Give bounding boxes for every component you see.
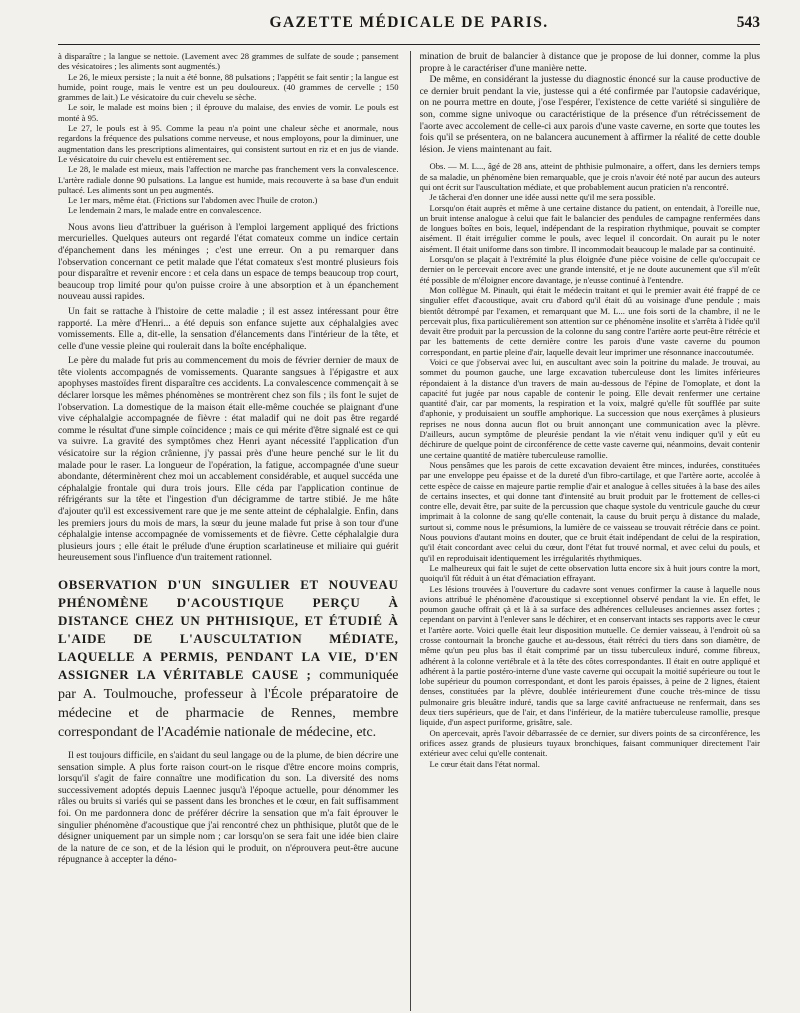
case-note: à disparaître ; la langue se nettoie. (Lavement avec 28 grammes de sulfate de soude ; pansement des vésicatoires ; les aliments sont augmentés.) [58,51,399,72]
page-header [58,14,760,42]
article-byline: communiquée par A. Toulmouche, professeur à l'École préparatoire de médecine et de pharmacie de Rennes, membre correspondant de l'Académie nationale de médecine, etc. [58,667,399,740]
right-column [420,51,761,1011]
observation-paragraph: Nous pensâmes que les parois de cette excavation devaient être minces, indurées, constituées par une enveloppe peu épaisse et de la dureté d'un fibro-cartilage, et que l'artère aorte, accolée à cette espèce de caisse en majeure partie remplie d'air et analogue à celles situées à la base des ailes de certains insectes, et qui donne tant d'intensité au bruit produit par le frottement de celles-ci contre elle, devait être, par suite de la percussion que chaque systole du ventricule gauche du cœur imprimait à la colonne de sang qu'elle contenait, la cause du bruit perçu à distance du malade, surtout si, comme nous le présumions, la lumière de ce vaisseau se trouvait rétrécie dans ce point. Nous pouvions d'autant moins en douter, que ce bruit était indépendant de celui de la respiration, qu'il était concordant avec celui du cœur, dont l'état fut trouvé normal, et avec celui du pouls, et qu'il en reproduisait identiquement les irrégularités rhythmiques. [419,459,761,563]
discussion-paragraph: Le père du malade fut pris au commencement du mois de février dernier de maux de tête violents accompagnés de vomissements. Quarante sangsues à l'épigastre et aux apophyses mastoïdes firent disparaître ces accidents. La convalescence commençait à se déclarer lorsque les mêmes phénomènes se montrèrent chez son fils ; ils font le sujet de l'observation. La domestique de la maison était elle-même couchée se plaignant d'une vive céphalalgie accompagnée de fièvre : état maladif qui ne doit pas être regardé comme le résultat d'une simple coïncidence ; mais ce qui mérite d'être signalé est ce qui va suivre. La gravité des symptômes chez Henri ayant nécessité l'application d'un vésicatoire sur la région crânienne, j'y passai près d'une heure penché sur le lit du malade pour le raser. La longueur de l'opération, la fatigue, accompagnée d'une sueur abondante, déterminèrent chez moi un accablement considérable, et auquel succéda une céphalalgie frontale qui dura trois jours. Elle céda par l'application continue de réfrigérants sur la tête et l'ingestion d'un décigramme de tartre stibié. Je me hâte d'ajouter qu'il est excessivement rare que je me sente atteint de céphalalgie. Enfin, dans les premiers jours du mois de mars, la sœur du jeune malade fut prise à son tour d'une céphalalgie intense accompagnée de vomissements et de fièvre. Cette céphalalgie dura plusieurs jours ; elle était le prélude d'une éruption scarlatineuse et miliaire qui guérit heureusement sous l'influence d'un traitement rationnel. [58,355,399,564]
observation-paragraph: Mon collègue M. Pinault, qui était le médecin traitant et qui le premier avait été frappé de ce singulier effet d'acoustique, avait cru d'abord qu'il était dû au voisinage d'une pendule ; mais bientôt détrompé par l'examen, et remarquant que M. L... une fois sorti de la chambre, il ne le percevait plus, fixa particulièrement son attention sur ce phénomène insolite et s'arrêta à l'idée qu'il devait être produit par la percussion de la colonne du sang contre l'artère aorte peut-être rétrécie et par les battements de cette dernière contre les parois d'une vaste caverne du poumon correspondant, en partie pleine d'air, laquelle devait leur imprimer une résonnance inaccoutumée. [419,284,761,357]
case-note: Le 26, le mieux persiste ; la nuit a été bonne, 88 pulsations ; l'appétit se fait sentir ; la langue est humide, point rouge, mais le ventre est un peu douloureux. (40 grammes de cervelle ; 150 grammes de lait.) Le vésicatoire du cuir chevelu se sèche. [58,71,399,103]
observation-paragraph: Le malheureux qui fait le sujet de cette observation lutta encore six à huit jours contre la mort, quoiqu'il fût réduit à un état d'émaciation effrayant. [419,562,761,584]
observation-paragraph: Lorsqu'on se plaçait à l'extrémité la plus éloignée d'une pièce voisine de celle qu'occupait ce dernier on le percevait encore avec une grande intensité, et je ne doute aucunement que s'il m'eût été possible de m'éloigner encore davantage, je n'eusse continué à l'entendre. [419,254,761,285]
case-note: Le 1er mars, même état. (Frictions sur l'abdomen avec l'huile de croton.) [68,195,318,206]
page-number: 543 [736,14,760,31]
left-column [58,51,399,1011]
observation-paragraph: Obs. — M. L..., âgé de 28 ans, atteint de phthisie pulmonaire, a offert, dans les derniers temps de sa maladie, un phénomène bien remarquable, que je crois n'avoir été noté par aucun des auteurs qui ont écrit sur l'auscultation médiate, et que probablement aucun praticien n'a rencontré. [419,161,761,192]
observation-paragraph: Les lésions trouvées à l'ouverture du cadavre sont venues confirmer la cause à laquelle nous avions attribué le phénomène d'acoustique si exceptionnel observé pendant la vie. En effet, le poumon gauche offrait çà et là à sa surface des adhérences celluleuses anciennes assez fortes ; cependant on parvint à l'enlever sans le déchirer, et en conservant intacts ses rapports avec le cœur et l'artère aorte. Voici quelle était leur disposition mutuelle. Ce dernier vaisseau, à l'endroit où sa crosse contournait la bronche gauche et au-dessous, était rétréci du tiers dans son diamètre, de même qu'un peu plus bas il était comprimé par un tissu tuberculeux induré, comme fibreux, adhérent à la colonne vertébrale et à la tête des côtes correspondantes. Il était en outre appliqué et adhérent à la partie postéro-interne d'une vaste caverne qui occupait la moitié supérieure ou tout le lobe supérieur du poumon correspondant, et dont les parois épaisses, à peine de 2 lignes, étaient denses, constituées par la plèvre, doublée intérieurement d'une couche très-mince de tissu pulmonaire gris bleuâtre induré, tandis que sa large cavité anfractueuse ne renfermait, dans ses deux tiers supérieurs, que de l'air, et dans l'inférieur, de la matière tuberculeuse ramollie, presque liquide, d'un aspect puriforme, grisâtre, sale. [419,583,761,728]
observation-paragraph: Lorsqu'on était auprès et même à une certaine distance du patient, on entendait, à l'oreille nue, un bruit intense analogue à celui que fait le balancier des pendules de campagne renfermées dans de longues boîtes en bois, lequel, indépendant de la respiration rhythmique, pouvait se compter aisément. Il était irrégulier comme le pouls, avec lequel il concordait. On aurait pu le noter aisément. Il était uniforme dans son timbre. Il incommodait beaucoup le malade par sa continuité. [419,202,761,254]
article-intro: Il est toujours difficile, en s'aidant du seul langage ou de la plume, de bien décrire une sensation simple. A plus forte raison court-on le risque d'être encore moins compris, lorsqu'il s'agit de faire connaître une modification du son. La diversité des noms successivement adoptés depuis Laennec jusqu'à l'époque actuelle, pour dénommer les râles ou bruits si variés qui se passent dans les bronches et le cœur, en fait suffisamment foi. On me pardonnera donc de préférer décrire la sensation que m'a fait éprouver le singulier phénomène d'acoustique que j'ai rencontré chez un phthisique, plutôt que de le désigner uniquement par un simple nom ; car lorsqu'on se sera fait une idée bien claire de la nature de ce son, et de la lésion qui le produit, on n'éprouvera peut-être aucune répugnance à accepter la déno- [58,749,399,866]
case-note: Le lendemain 2 mars, le malade entre en convalescence. [68,205,262,216]
header-rule [58,44,760,45]
discussion-paragraph: Nous avons lieu d'attribuer la guérison à l'emploi largement appliqué des frictions mercurielles. Quelques auteurs ont regardé l'état comateux comme un indice certain d'épanchement dans les méninges ; c'est une erreur. On a pu remarquer dans l'observation concernant ce petit malade que l'état comateux s'est montré plusieurs fois pour disparaître et revenir encore : et cela dans un espace de temps beaucoup trop court, beaucoup trop limité pour qu'on puisse croire à une absorption et à un épanchement nouveau aussi rapides. [58,221,399,303]
article-title-lead: OBSERVATION D'UN SINGULIER ET NOUVEAU PHÉNOMÈNE D'ACOUSTIQUE PERÇU À DISTANCE CHEZ UN PHTHISIQUE, ET ÉTUDIÉ À L'AIDE DE L'AUSCULTATION MÉDIATE, LAQUELLE A PERMIS, PENDANT LA VIE, D'EN ASSIGNER LA VÉRITABLE CAUSE ; [58,576,399,682]
column-divider [410,51,411,1011]
observation-paragraph: Le cœur était dans l'état normal. [429,758,540,769]
article-title [58,576,399,742]
case-note: Le 28, le malade est mieux, mais l'affection ne marche pas franchement vers la convalescence. L'artère radiale donne 90 pulsations. La langue est humide, mais recouverte à sa base d'un enduit pultacé. Les aliments sont un peu augmentés. [58,164,399,195]
observation-paragraph: On apercevait, après l'avoir débarrassée de ce dernier, sur divers points de sa circonférence, les orifices assez grands de plusieurs tuyaux bronchiques, faisant communiquer directement l'air extérieur avec celui qu'elle contenait. [419,727,761,759]
case-note: Le 27, le pouls est à 95. Comme la peau n'a point une chaleur sèche et anormale, nous regardons la fréquence des pulsations comme nerveuse, et nous employons, pour la diminuer, une augmentation dans les prescriptions alimentaires, qui consistent surtout en riz et en jus de viande. Le vésicatoire du cuir chevelu est entièrement sec. [58,123,399,164]
article-paragraph: De même, en considérant la justesse du diagnostic énoncé sur la cause productive de ce dernier bruit pendant la vie, justesse qui a été confirmée par l'autopsie cadavérique, on ne pourra mettre en doute, j'ose l'espérer, l'existence de cette variété si singulière de son, comme signe univoque ou caractéristique de la présence d'un rétrécissement de l'aorte avec accolement de celle-ci aux parois d'une vaste caverne, en sorte que toutes les fois qu'il se présentera, on ne balancera aucunement à affirmer la réalité de cette double lésion. Je viens maintenant au fait. [419,74,761,155]
article-paragraph: mination de bruit de balancier à distance que je propose de lui donner, comme la plus propre à le caractériser d'une manière nette. [419,51,761,74]
discussion-paragraph: Un fait se rattache à l'histoire de cette maladie ; il est assez intéressant pour être rapporté. La mère d'Henri... a été depuis son enfance sujette aux céphalalgies avec vomissements. Elle a, dit-elle, la sensation d'élancements dans l'intérieur de la tête, et celle d'une vessie pleine qui roulerait dans la boîte encéphalique. [58,305,399,352]
observation-paragraph: Je tâcherai d'en donner une idée aussi nette qu'il me sera possible. [429,192,656,203]
case-note: Le soir, le malade est moins bien ; il éprouve du malaise, des envies de vomir. Le pouls est monté à 95. [58,102,399,123]
text-columns [58,51,760,1011]
running-title: GAZETTE MÉDICALE DE PARIS. [269,14,549,31]
observation-paragraph: Voici ce que j'observai avec lui, en auscultant avec soin la poitrine du malade. Je trouvai, au sommet du poumon gauche, une large excavation tuberculeuse dont les limites inférieures répondaient à la distance d'un travers de main au-dessous de l'épine de l'omoplate, et dont la capacité fut jugée par nous capable de contenir le poing. Elle devait renfermer une certaine quantité d'air, car par moments, la respiration et la voix, malgré qu'elle fût soufflée par suite d'aphonie, y produisaient un souffle amphorique. La succession que nous exerçâmes à plusieurs reprises ne nous donna aucun flot ou bruit annonçant une communication avec la plèvre. D'ailleurs, aucun symptôme de pleurésie pendant la vie n'était venu indiquer qu'il y eût eu déchirure de quelque point de circonférence de cette vaste caverne qui, néanmoins, devait contenir une certaine quantité de matière tuberculeuse ramollie. [419,356,761,460]
